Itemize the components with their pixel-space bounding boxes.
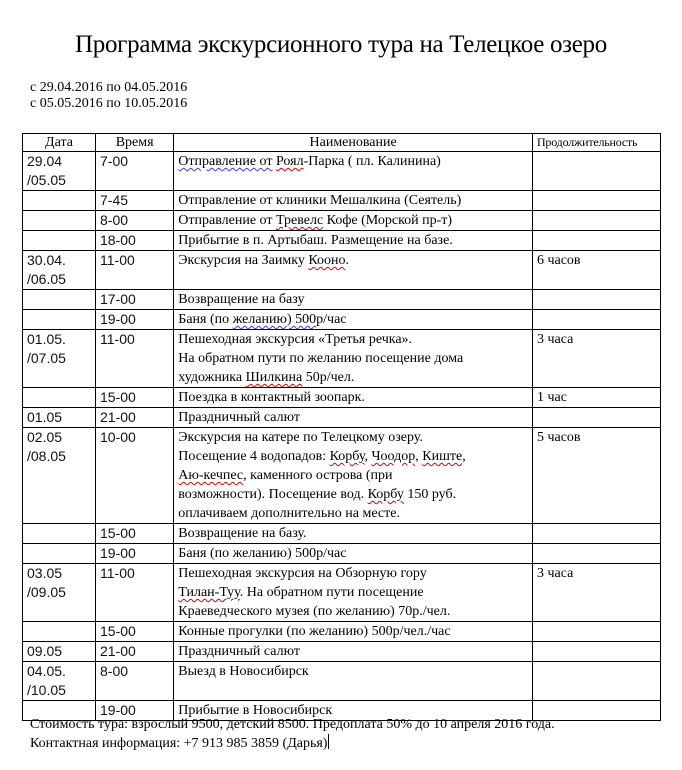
cell-duration: 3 часа [532, 330, 660, 388]
header-name: Наименование [174, 134, 533, 152]
table-row [23, 191, 661, 211]
cell-name [174, 388, 533, 408]
date-line: /09.05 [27, 584, 66, 600]
table-row [23, 564, 661, 622]
spellcheck-mark[interactable]: Корбу [329, 449, 365, 464]
cell-time: 19-00 [96, 544, 174, 564]
table-row [23, 251, 661, 290]
cell-time: 10-00 [96, 428, 174, 524]
cell-name [174, 642, 533, 662]
date-line: /08.05 [27, 448, 66, 464]
cell-name [174, 662, 533, 701]
cell-name [174, 524, 533, 544]
date-line: 01.05 [27, 409, 63, 425]
cell-time: 7-45 [96, 191, 174, 211]
name-line: На обратном пути по желанию посещение дома [178, 351, 464, 366]
spellcheck-mark[interactable]: Чоодор [371, 449, 416, 464]
program-table [22, 133, 661, 721]
date-line: 29.04 [27, 153, 63, 169]
date-line: 02.05 [27, 429, 63, 445]
name-line: Тилан-Туу. На обратном пути посещение [178, 585, 424, 600]
cell-date [23, 290, 96, 310]
table-row [23, 152, 661, 191]
contact-info: Контактная информация: +7 913 985 3859 (Дарья) [30, 736, 328, 751]
date-line: /10.05 [27, 682, 66, 698]
document-title: Программа экскурсионного тура на Телецкое озеро [75, 31, 607, 58]
cell-time: 15-00 [96, 388, 174, 408]
contact-info-line[interactable] [30, 734, 555, 753]
table-row [23, 544, 661, 564]
name-line: Отправление от клиники Мешалкина (Сеятель) [178, 193, 462, 208]
header-time: Время [96, 134, 174, 152]
name-line: Праздничный салют [178, 410, 301, 425]
cell-date [23, 428, 96, 524]
cell-duration [532, 211, 660, 231]
name-line: Баня (по желанию) 500р/час [178, 312, 347, 327]
cell-date [23, 388, 96, 408]
cell-duration [532, 544, 660, 564]
cell-name [174, 428, 533, 524]
cell-date [23, 191, 96, 211]
spellcheck-mark[interactable]: Шилкина [245, 370, 303, 385]
name-line: Конные прогулки (по желанию) 500р/чел./час [178, 624, 451, 639]
cell-name [174, 544, 533, 564]
cell-time: 15-00 [96, 524, 174, 544]
cell-date [23, 524, 96, 544]
table-row [23, 310, 661, 330]
cell-date [23, 642, 96, 662]
cell-name [174, 310, 533, 330]
date-line: 01.05. [27, 331, 66, 347]
name-line: Пешеходная экскурсия «Третья речка». [178, 332, 413, 347]
cell-duration [532, 524, 660, 544]
cell-duration [532, 622, 660, 642]
name-line: Аю-кечпес, каменного острова (при [178, 468, 393, 483]
cell-duration [532, 152, 660, 191]
cell-date [23, 662, 96, 701]
name-line: Прибытие в Новосибирск [178, 703, 333, 718]
date-line: /07.05 [27, 350, 66, 366]
table-row [23, 524, 661, 544]
name-line: Прибытие в п. Артыбаш. Размещение на базе. [178, 233, 453, 248]
spellcheck-mark[interactable]: Аю-кечпес [178, 468, 244, 483]
header-duration: Продолжительность [532, 134, 660, 152]
cell-date [23, 544, 96, 564]
name-line: Праздничный салют [178, 644, 301, 659]
cell-date [23, 564, 96, 622]
cell-duration [532, 231, 660, 251]
date-line: /06.05 [27, 271, 66, 287]
spellcheck-mark[interactable]: Тилан-Туу [178, 585, 240, 600]
date-line: /05.05 [27, 172, 66, 188]
text-cursor [328, 734, 329, 749]
tour-periods [30, 80, 187, 112]
tour-period: с 05.05.2016 по 10.05.2016 [30, 96, 188, 111]
cell-duration: 1 час [532, 388, 660, 408]
name-line: Баня (по желанию) 500р/час [178, 546, 347, 561]
spellcheck-mark[interactable]: Роял [275, 154, 304, 169]
cell-duration [532, 290, 660, 310]
cell-date [23, 211, 96, 231]
cell-duration: 5 часов [532, 428, 660, 524]
cell-time: 17-00 [96, 290, 174, 310]
cell-duration: 3 часа [532, 564, 660, 622]
cell-name [174, 251, 533, 290]
table-row [23, 622, 661, 642]
table-row [23, 330, 661, 388]
name-line: Пешеходная экскурсия на Обзорную гору [178, 566, 427, 581]
cell-date [23, 622, 96, 642]
name-line: Экскурсия на катере по Телецкому озеру. [178, 430, 423, 445]
cell-time: 21-00 [96, 642, 174, 662]
name-line: Отправление от Роял-Парка ( пл. Калинина) [178, 154, 441, 169]
cell-time: 19-00 [96, 310, 174, 330]
table-row [23, 211, 661, 231]
table-row [23, 290, 661, 310]
date-line: 09.05 [27, 643, 63, 659]
spellcheck-mark[interactable]: Корбу [367, 487, 404, 502]
name-line: Краеведческого музея (по желанию) 70р./чел. [178, 604, 451, 619]
tour-period: с 29.04.2016 по 04.05.2016 [30, 80, 188, 95]
cell-duration [532, 642, 660, 662]
table-row [23, 408, 661, 428]
spellcheck-mark[interactable]: Кооно [308, 253, 346, 268]
table-row [23, 662, 661, 701]
cell-name [174, 290, 533, 310]
table-row [23, 642, 661, 662]
cell-name [174, 211, 533, 231]
cell-time: 21-00 [96, 408, 174, 428]
cell-duration [532, 191, 660, 211]
spellcheck-mark[interactable]: Отправление от [178, 154, 273, 169]
cell-date [23, 231, 96, 251]
cell-name [174, 622, 533, 642]
table-header-row [23, 134, 661, 152]
cell-duration [532, 408, 660, 428]
cell-name [174, 152, 533, 191]
cell-date [23, 251, 96, 290]
cell-duration [532, 310, 660, 330]
name-line: Возвращение на базу [178, 292, 305, 307]
price-info: Стоимость тура: взрослый 9500, детский 8500. Предоплата 50% до 10 апреля 2016 года. [30, 717, 555, 732]
cell-duration: 6 часов [532, 251, 660, 290]
cell-name [174, 191, 533, 211]
cell-time: 8-00 [96, 662, 174, 701]
cell-duration [532, 662, 660, 701]
table-row [23, 231, 661, 251]
name-line: художника Шилкина 50р/чел. [178, 370, 355, 385]
name-line: Посещение 4 водопадов: Корбу, Чоодор, Киште, [178, 449, 466, 464]
name-line [178, 681, 528, 700]
cell-date [23, 310, 96, 330]
cell-date [23, 152, 96, 191]
spellcheck-mark[interactable]: Тревелс [275, 213, 324, 228]
name-line: Поездка в контактный зоопарк. [178, 390, 365, 405]
cell-name [174, 408, 533, 428]
cell-time: 7-00 [96, 152, 174, 191]
table-row [23, 428, 661, 524]
table-row [23, 388, 661, 408]
cell-date [23, 408, 96, 428]
program-table-body [23, 152, 661, 721]
date-line: 04.05. [27, 663, 66, 679]
date-line: 30.04. [27, 252, 66, 268]
cell-time: 11-00 [96, 564, 174, 622]
spellcheck-mark[interactable]: желанию) 500 [232, 312, 317, 327]
cell-date [23, 330, 96, 388]
spellcheck-mark[interactable]: Киште [422, 449, 463, 464]
name-line: оплачиваем дополнительно на месте. [178, 506, 400, 521]
date-line: 03.05 [27, 565, 63, 581]
name-line: возможности). Посещение вод. Корбу 150 руб. [178, 487, 457, 502]
cell-time: 19-00 [96, 701, 174, 721]
cell-time: 11-00 [96, 330, 174, 388]
name-line: Отправление от Тревелс Кофе (Морской пр-т) [178, 213, 453, 228]
name-line: Экскурсия на Заимку Кооно. [178, 253, 349, 268]
cell-name [174, 330, 533, 388]
cell-time: 18-00 [96, 231, 174, 251]
cell-time: 15-00 [96, 622, 174, 642]
name-line: Возвращение на базу. [178, 526, 307, 541]
footer-info [30, 716, 555, 753]
header-date: Дата [23, 134, 96, 152]
name-line: Выезд в Новосибирск [178, 664, 309, 679]
cell-name [174, 564, 533, 622]
cell-time: 8-00 [96, 211, 174, 231]
cell-name [174, 231, 533, 251]
cell-time: 11-00 [96, 251, 174, 290]
